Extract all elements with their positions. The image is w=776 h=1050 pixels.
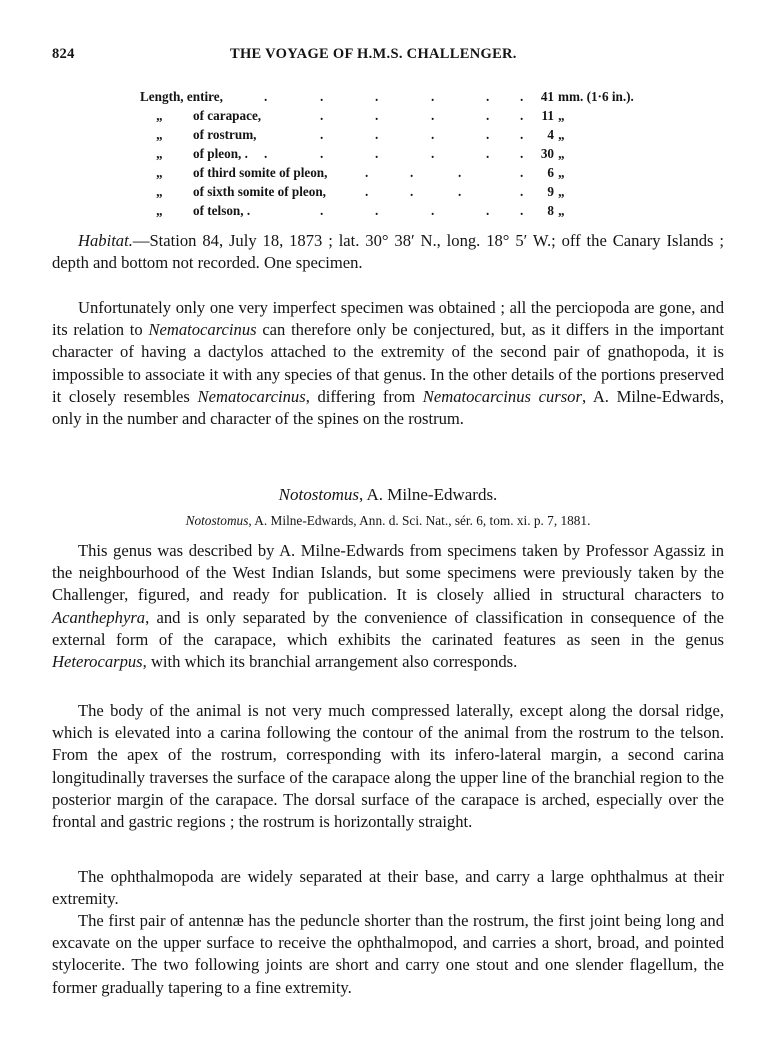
taxon-name: Nematocarcinus bbox=[197, 386, 306, 406]
ditto-mark: „ bbox=[156, 108, 163, 123]
leader-dots: . . . . bbox=[365, 184, 524, 199]
taxon-name: Nematocarcinus bbox=[148, 320, 257, 340]
measurement-unit: mm. (1·6 in.). bbox=[558, 89, 634, 104]
running-head bbox=[52, 46, 724, 66]
leader-dots: . . . . bbox=[365, 165, 524, 180]
measurement-label: of rostrum, bbox=[193, 127, 257, 142]
measurement-value: 4 bbox=[547, 127, 554, 142]
measurement-unit: „ bbox=[558, 184, 565, 199]
remarks-paragraph bbox=[52, 297, 724, 430]
text-run: can therefore only be conjectured, but, as it differs in the important character of having a dactylos attached to the extremity of the second pair of gnathopoda, it is impossible to associate it with any species of that genus. In the other details of the portions preserved it closely resembles bbox=[52, 320, 724, 406]
genus-name: Notostomus bbox=[185, 513, 249, 528]
measurement-row bbox=[140, 87, 660, 106]
measurements-table bbox=[140, 87, 660, 220]
measurement-label: of carapace, bbox=[193, 108, 262, 123]
text-run: , A. Milne-Edwards, only in the number and character of the spines on the rostrum. bbox=[52, 386, 724, 429]
habitat-paragraph bbox=[52, 230, 724, 274]
leader-dots: . . . . . bbox=[320, 108, 524, 123]
measurement-row bbox=[140, 106, 660, 125]
reference-text: , A. Milne-Edwards, Ann. d. Sci. Nat., sér. 6, tom. xi. p. 7, 1881. bbox=[248, 513, 591, 528]
measurement-unit: „ bbox=[558, 146, 565, 161]
measurement-label: of telson, . bbox=[193, 203, 251, 218]
measurement-row bbox=[140, 201, 660, 220]
measurement-unit: „ bbox=[558, 203, 565, 218]
measurement-row bbox=[140, 182, 660, 201]
measurement-row bbox=[140, 144, 660, 163]
measurement-label: of sixth somite of pleon, bbox=[193, 184, 326, 199]
text-run: , with which its branchial arrangement also corresponds. bbox=[142, 652, 518, 672]
paragraph-text: The ophthalmopoda are widely separated at their base, and carry a large ophthalmus at their extremity. bbox=[52, 867, 724, 909]
text-run: This genus was described by A. Milne-Edwards from specimens taken by Professor Agassiz in the neighbourhood of the West Indian Islands, but some specimens were previously taken by the Challenger, figured, and ready for publication. It is closely allied in structural characters to bbox=[52, 541, 724, 605]
ditto-mark: „ bbox=[156, 146, 163, 161]
measurement-label: of pleon, . bbox=[193, 146, 248, 161]
measurement-unit: „ bbox=[558, 108, 565, 123]
paragraph-text: The body of the animal is not very much compressed laterally, except along the dorsal ridge, which is elevated into a carina following the contour of the animal from the rostrum to the telson. From the apex of the rostrum, corresponding with its infero-lateral margin, a second carina longitudinally traverses the surface of the carapace along the upper line of the branchial region to the posterior margin of the carapace. The dorsal surface of the carapace is arched, especially over the frontal and gastric regions ; the rostrum is horizontally straight. bbox=[52, 701, 724, 832]
ditto-mark: „ bbox=[156, 165, 163, 180]
genus-description-paragraph bbox=[52, 540, 724, 673]
ditto-mark: „ bbox=[156, 184, 163, 199]
measurement-value: 30 bbox=[540, 146, 554, 161]
ophthalmopoda-paragraph bbox=[52, 866, 724, 910]
measurement-row bbox=[140, 125, 660, 144]
page-number: 824 bbox=[52, 46, 75, 62]
measurement-value: 8 bbox=[547, 203, 554, 218]
leader-dots: . . . . . . bbox=[264, 146, 524, 161]
measurement-unit: „ bbox=[558, 127, 565, 142]
paragraph-text: The first pair of antennæ has the peduncle shorter than the rostrum, the first joint being long and excavate on the upper surface to receive the ophthalmopod, and carries a short, broad, and pointed stylocerite. The two following joints are short and carry one stout and one slender flagellum, the former gradually tapering to a fine extremity. bbox=[52, 911, 724, 997]
measurement-unit: „ bbox=[558, 165, 565, 180]
leader-dots: . . . . . . bbox=[264, 89, 524, 104]
leader-dots: . . . . . bbox=[320, 203, 524, 218]
habitat-text: —Station 84, July 18, 1873 ; lat. 30° 38′ N., long. 18° 5′ W.; off the Canary Islands ; depth and bottom not recorded. One specimen. bbox=[52, 231, 724, 273]
text-run: , differing from bbox=[305, 386, 423, 406]
habitat-label: Habitat. bbox=[78, 231, 133, 250]
genus-author: , A. Milne-Edwards. bbox=[358, 485, 498, 504]
text-run: , and is only separated by the convenience of classification in consequence of the external form of the carapace, which exhibits the carinated features as seen in the genus bbox=[52, 607, 724, 649]
genus-reference bbox=[52, 513, 724, 529]
antennae-paragraph bbox=[52, 910, 724, 999]
running-title: THE VOYAGE OF H.M.S. CHALLENGER. bbox=[230, 46, 517, 62]
measurement-label: of third somite of pleon, bbox=[193, 165, 328, 180]
body-paragraph bbox=[52, 700, 724, 833]
measurement-value: 6 bbox=[547, 165, 554, 180]
text-run: Unfortunately only one very imperfect specimen was obtained ; all the perciopoda are gone, and its relation to bbox=[52, 298, 724, 340]
measurement-value: 11 bbox=[541, 108, 554, 123]
genus-heading bbox=[52, 485, 724, 505]
taxon-name: Acanthephyra bbox=[52, 607, 146, 627]
leader-dots: . . . . . bbox=[320, 127, 524, 142]
measurement-row bbox=[140, 163, 660, 182]
taxon-name: Nematocarcinus cursor bbox=[422, 386, 582, 406]
ditto-mark: „ bbox=[156, 127, 163, 142]
measurement-label: Length, entire, bbox=[140, 89, 223, 104]
measurement-value: 41 bbox=[540, 89, 554, 104]
taxon-name: Heterocarpus bbox=[52, 652, 143, 672]
ditto-mark: „ bbox=[156, 203, 163, 218]
measurement-value: 9 bbox=[547, 184, 554, 199]
genus-name: Notostomus bbox=[278, 485, 359, 504]
